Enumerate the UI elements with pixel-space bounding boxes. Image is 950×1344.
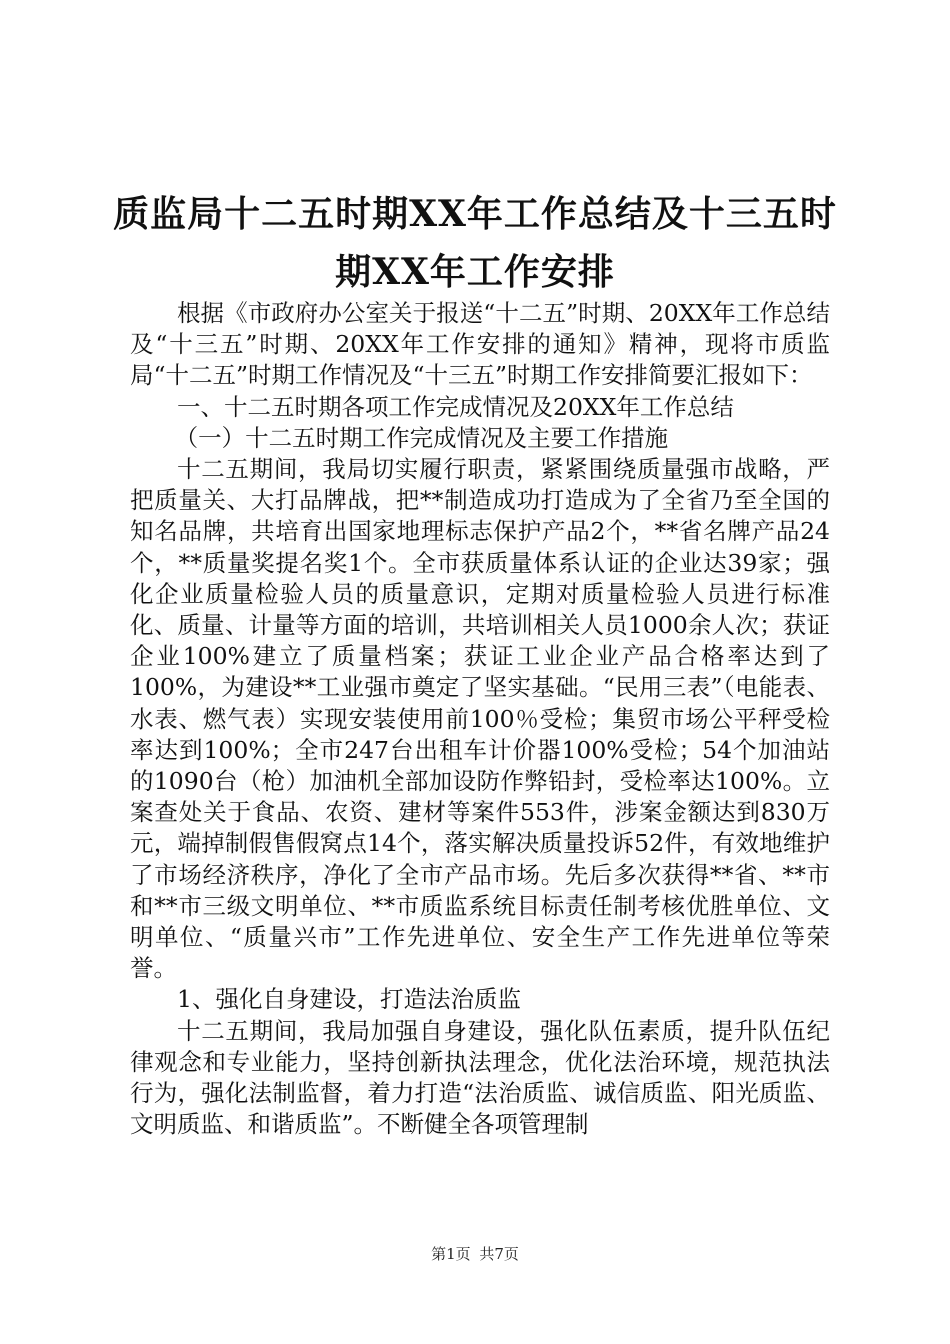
- document-title-line-1: 质监局十二五时期XX年工作总结及十三五时: [113, 193, 837, 235]
- subsection-heading-1: （一）十二五时期工作完成情况及主要工作措施: [174, 423, 669, 452]
- page-total: 共7页: [479, 1245, 519, 1263]
- item-paragraph-1: 十二五期间，我局加强自身建设，强化队伍素质，提升队伍纪律观念和专业能力，坚持创新执法理念，优化法治环境，规范执法行为，强化法制监督，着力打造“法治质监、诚信质监、阳光质监、文明质监、和谐质监”。不断健全各项管理制: [130, 1016, 830, 1139]
- section-heading-1: 一、十二五时期各项工作完成情况及20XX年工作总结: [177, 392, 734, 421]
- summary-paragraph: 十二五期间，我局切实履行职责，紧紧围绕质量强市战略，严把质量关、大打品牌战，把**制造成功打造成为了全省乃至全国的知名品牌，共培育出国家地理标志保护产品2个，**省名牌产品24个，**质量奖提名奖1个。全市获质量体系认证的企业达39家；强化企业质量检验人员的质量意识，定期对质量检验人员进行标准化、质量、计量等方面的培训，共培训相关人员1000余人次；获证企业100%建立了质量档案；获证工业企业产品合格率达到了100%，为建设**工业强市奠定了坚实基础。“民用三表”（电能表、水表、燃气表）实现安装使用前100％受检；集贸市场公平秤受检率达到100%；全市247台出租车计价器100%受检；54个加油站的1090台（枪）加油机全部加设防作弊铅封，受检率达100%。立案查处关于食品、农资、建材等案件553件，涉案金额达到830万元，端掉制假售假窝点14个，落实解决质量投诉52件，有效地维护了市场经济秩序，净化了全市产品市场。先后多次获得**省、**市和**市三级文明单位、**市质监系统目标责任制考核优胜单位、文明单位、“质量兴市”工作先进单位、安全生产工作先进单位等荣誉。: [130, 455, 830, 983]
- page-number: 第1页: [431, 1245, 471, 1263]
- document-body: [130, 298, 830, 1140]
- document-title-line-2: 期XX年工作安排: [335, 251, 615, 293]
- intro-paragraph: 根据《市政府办公室关于报送“十二五”时期、20XX年工作总结及“十三五”时期、20XX年工作安排的通知》精神，现将市质监局“十二五”时期工作情况及“十三五”时期工作安排简要汇报如下：: [130, 299, 830, 390]
- item-heading-1: 1、强化自身建设，打造法治质监: [177, 985, 521, 1014]
- page-footer: [0, 1244, 950, 1264]
